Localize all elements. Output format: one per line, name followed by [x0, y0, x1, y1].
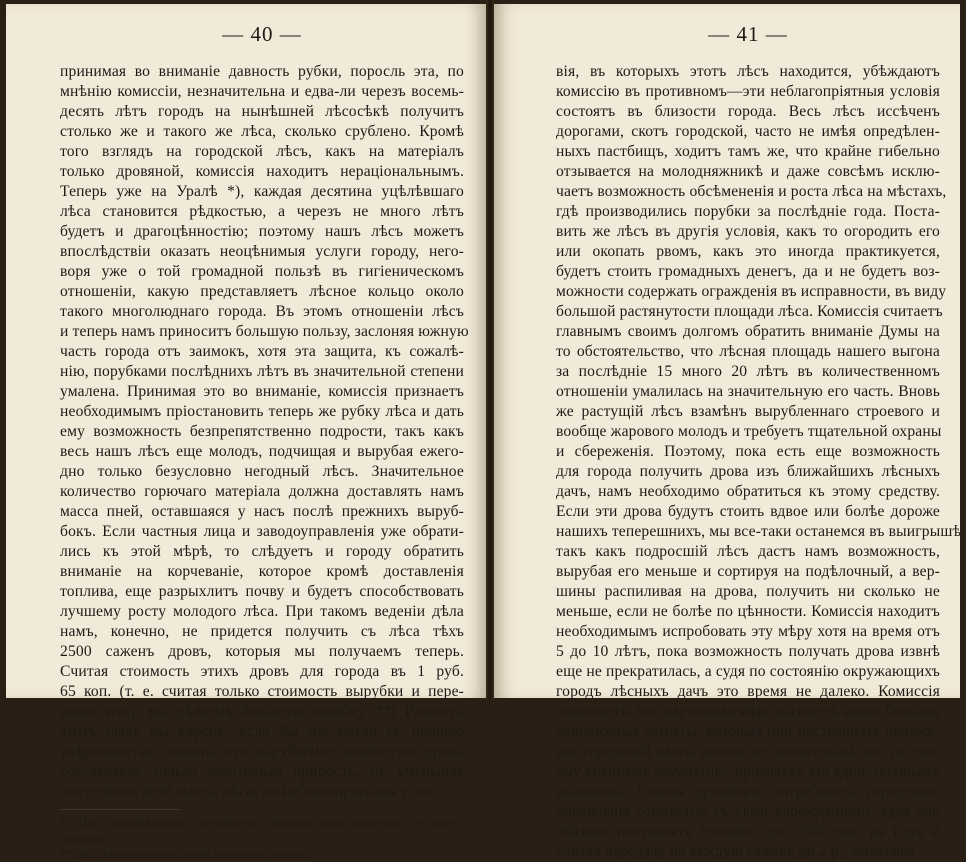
text-line: впослѣдствіи оказать неоцѣнимыя услуги городу, него- [60, 243, 464, 260]
footnote-line: сіонныхъ. [60, 831, 111, 845]
text-line: финансовыя затраты, которыя при настоящемъ положе- [556, 723, 940, 740]
text-line: состоятъ въ близости города. Весь лѣсъ иссѣченъ [556, 103, 940, 120]
text-line: количество горючаго матеріала должна доставлять намъ [60, 483, 464, 500]
text-line: такъ какъ подросшій лѣсъ дастъ намъ возможность, [556, 543, 940, 560]
text-line: вырубая его меньше и сортируя на подѣлочный, а вер- [556, 563, 940, 580]
text-line: большой растянутости площади лѣса. Комиссія считаетъ [556, 303, 943, 320]
text-line: 2500 саженъ дровъ, которыя мы получаемъ теперь. [60, 643, 464, 660]
text-line: еще не прекратилась, а судя по состоянію окружающихъ [556, 663, 940, 680]
text-line: мнѣнію комиссіи, незначительна и едва-ли черезъ восемь- [60, 83, 464, 100]
text-line: гдѣ производились порубки за послѣдніе года. Поста- [556, 203, 940, 220]
body-text [60, 62, 469, 802]
right-page [494, 4, 966, 860]
text-line: вообще жарового молодъ и требуетъ тщательной охраны [556, 423, 942, 440]
text-line: Считая стоимость этихъ дровъ для города въ 1 руб. [60, 663, 464, 680]
body-text [556, 62, 966, 862]
text-line: понимаетъ, что настоящая мѣра вызоветъ вдвое большія [556, 703, 940, 720]
text-line: вить же лѣсъ въ другія условія, какъ то огородить его [556, 223, 940, 240]
text-line: необходимымъ пріостановить теперь же рубку лѣса и дать [60, 403, 464, 420]
text-line: ніи городской кассы далеко не желательны, но, по сво- [556, 743, 940, 760]
text-line: отношеніи, какую представляетъ лѣсное кольцо около [60, 283, 464, 300]
text-line: десять лѣтъ городъ на нынѣшней лѣсосѣкѣ получитъ [60, 103, 464, 120]
text-line: только дровяной, комиссія находитъ нераціональнымъ. [60, 163, 464, 180]
footnote-line: **) Въ дѣйствительности онѣ обходятся дороже. [60, 847, 309, 861]
text-line: 5 до 10 лѣтъ, пока возможность получать дрова извнѣ [556, 643, 940, 660]
text-line: лучшему росту молодого лѣса. При такомъ веденіи дѣла [60, 603, 464, 620]
text-line: нію, порубками послѣднихъ лѣтъ въ значительной степени [60, 363, 464, 380]
text-line: того взглядъ на городской лѣсъ, какъ на матеріалъ [60, 143, 464, 160]
text-line: обязано поставлять топливо, до 2500 саж. въ годъ и [556, 823, 940, 840]
text-line: составляетъ только ежегодный прирость, не уменьшая [60, 763, 464, 780]
text-line: городъ лѣсныхъ дачъ это время не далеко. Комиссія [556, 683, 940, 700]
text-line: Если эти дрова будутъ стоить вдвое или болѣе дороже [556, 503, 940, 520]
text-line: нашихъ теперешнихъ, мы все-таки останемся въ выигрышѣ, [556, 523, 966, 540]
text-line: весь нашъ лѣсъ еще молодъ, подчищая и вырубая ежего- [60, 443, 464, 460]
text-line: умалена. Принимая это во вниманіе, комиссія признаетъ [60, 383, 464, 400]
text-line: 65 коп. (т. е. считая только стоимость вырубки и пере- [60, 683, 464, 700]
text-line: бокъ. Если частныя лица и заводоуправленія уже обрати- [60, 523, 464, 540]
footnote-rule [60, 809, 180, 810]
text-line: возки ихъ), мы дѣлаемъ большую ошибку. **) Разсчетъ [60, 703, 464, 720]
text-line: топлива, еще разрыхлитъ почву и будетъ способствовать [60, 583, 464, 600]
text-line: вія, въ которыхъ этотъ лѣсъ находится, убѣждаютъ [556, 63, 940, 80]
text-line: масса пней, оставшаяся у насъ послѣ прежнихъ выруб- [60, 503, 464, 520]
text-line: считая передачу на каждую сажень до 2 р., заготовка [556, 843, 915, 860]
page-number: — 40 — [222, 22, 302, 46]
text-line: вниманіе на корчеваніе, которое кромѣ доставленія [60, 563, 464, 580]
text-line: дно только безусловно негодный лѣсъ. Значительное [60, 463, 464, 480]
left-page [6, 4, 486, 861]
text-line: часть города отъ заимокъ, хотя эта защита, къ сожалѣ- [60, 343, 464, 360]
text-line: отношеніи умалилась на значительную его часть. Вновь [556, 383, 940, 400]
text-line: главнымъ своимъ долгомъ обратить вниманіе Думы на [556, 323, 940, 340]
text-line: намъ, конечно, не придется получить съ лѣса тѣхъ [60, 623, 464, 640]
footnote-line: *) При повсемѣстномъ истребленіи лѣсныхъ дачъ казенныхъ и посес- [60, 815, 464, 829]
text-line: за послѣдніе 15 много 20 лѣтъ въ количественномъ [556, 363, 940, 380]
text-line: будетъ стоить громадныхъ денегъ, да и не будетъ воз- [556, 263, 940, 280]
text-line: и сбереженія. Поэтому, пока есть еще возможность [556, 443, 940, 460]
text-line: можности содержать огражденія въ исправности, въ виду [556, 283, 947, 300]
text-line: лѣса становится рѣдкостью, а черезъ не много лѣтъ [60, 203, 464, 220]
text-line: принимая во вниманіе давность рубки, поросль эта, по [60, 63, 464, 80]
text-line: необходимымъ испробовать эту мѣру хотя на время отъ [556, 623, 940, 640]
text-line: постепенно всей массы лѣса; но неблагопріятныя усло- [60, 783, 437, 800]
text-line: меньше, если не болѣе по цѣнности. Комиссія находитъ [556, 603, 940, 620]
text-line: отзывается на молодняжникѣ и даже совсѣмъ исклю- [556, 163, 940, 180]
text-line: и теперь намъ приноситъ большую пользу, заслоняя южную [60, 323, 469, 340]
text-line: шины распиливая на дрова, получить ни сколько не [556, 583, 940, 600]
text-line: ему крайнему разумѣнію, признаетъ это единственнымъ [556, 763, 940, 780]
text-line: чаетъ возможность обсѣмененія и роста лѣса на мѣстахъ, [556, 183, 947, 200]
book-gutter [486, 0, 494, 700]
text-line: дачъ, намъ необходимо обратиться къ этому средству. [556, 483, 940, 500]
text-line: будетъ и драгоцѣнностію; поэтому нашъ лѣсъ можетъ [60, 223, 464, 240]
text-line: для города получить дрова изъ ближайшихъ лѣсныхъ [556, 463, 940, 480]
text-line: Теперь уже на Уралѣ *), каждая десятина уцѣлѣвшаго [60, 183, 464, 200]
text-line: управленія совмѣстно съ тѣми учрежденіями, куда оно [556, 803, 940, 820]
text-line: воря уже о той громадной пользѣ въ гигіеническомъ [60, 263, 464, 280]
text-line: комиссію въ противномъ—эти неблагопріятныя условія [556, 83, 940, 100]
page-number: — 41 — [708, 22, 788, 46]
text-line: столько же и такого же лѣса, сколько срублено. Кромѣ [60, 123, 464, 140]
text-line: ныхъ пастбищъ, ходитъ тамъ же, что крайне гибельно [556, 143, 940, 160]
text-line: то обстоятельство, что лѣсная площадь нашего выгона [556, 343, 940, 360]
footnotes [60, 814, 464, 862]
text-line: же растущій лѣсъ взамѣнъ вырубленнаго строевого и [556, 403, 940, 420]
text-line: дорогами, скотъ городской, часто не имѣя опредѣлен- [556, 123, 940, 140]
text-line: увѣренностью сказать, что вырубаемое количество дровъ [60, 743, 464, 760]
text-line: или окопать рвомъ, какъ это иногда практикуется, [556, 243, 940, 260]
text-line: ему возможность безпрепятственно подрости, такъ какъ [60, 423, 464, 440]
text-line: выходомъ. Считая дровяную потребность городскаго [556, 783, 940, 800]
text-line: такого многолюднаго города. Въ этомъ отношеніи лѣсъ [60, 303, 464, 320]
text-line: лись къ этой мѣрѣ, то слѣдуетъ и городу обратить [60, 543, 464, 560]
text-line: этотъ былъ бы вѣренъ, если бы мы могли съ полною [60, 723, 464, 740]
